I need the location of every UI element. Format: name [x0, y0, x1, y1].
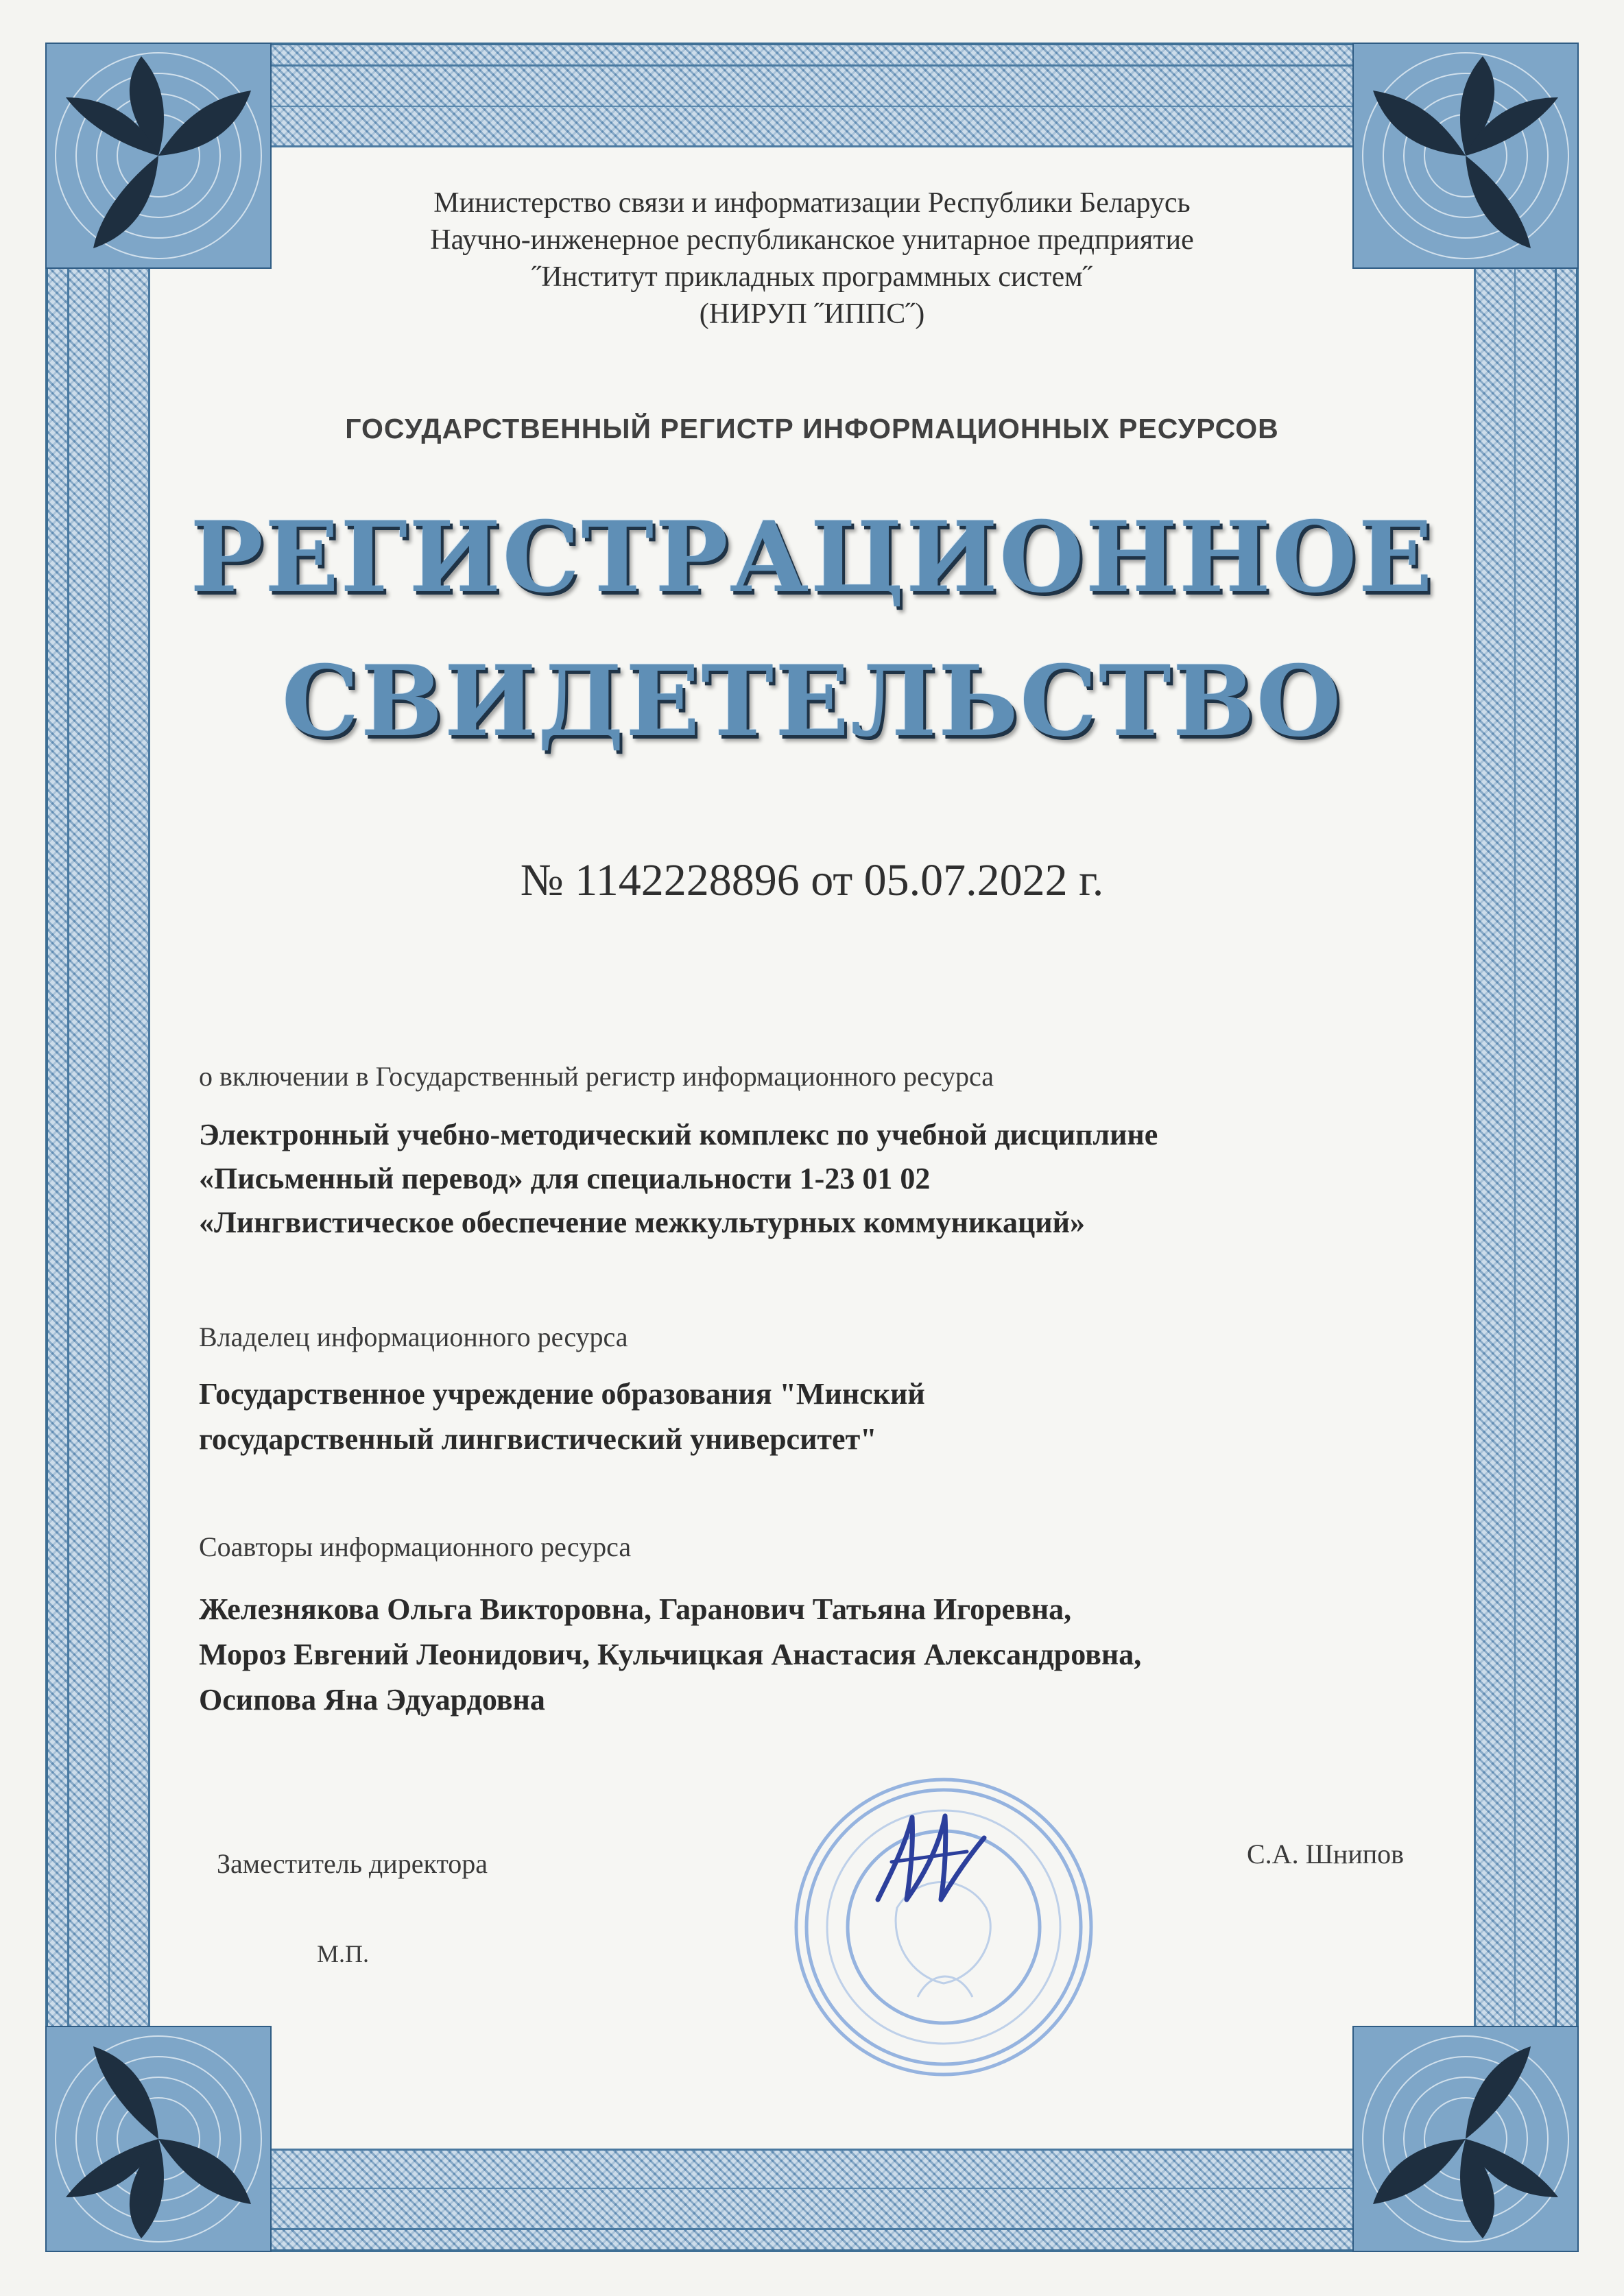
coauthors-line-3: Осипова Яна Эдуардовна [199, 1683, 545, 1717]
ministry-line-2: Научно-инженерное республиканское унитарное предприятие [430, 224, 1194, 256]
handwritten-signature [864, 1797, 1001, 1920]
stamp-place-label: М.П. [317, 1940, 370, 1968]
title-line-1: РЕГИСТРАЦИОННОЕ [190, 501, 1434, 614]
owner-line-2: государственный лингвистический университет" [199, 1422, 877, 1456]
resource-name-line-3: «Лингвистическое обеспечение межкультурных коммуникаций» [199, 1206, 1086, 1239]
owner-label: Владелец информационного ресурса [199, 1322, 628, 1352]
ministry-line-3: ˝Институт прикладных программных систем˝ [532, 261, 1092, 293]
owner-line-1: Государственное учреждение образования "Минский [199, 1377, 925, 1411]
resource-name-line-2: «Письменный перевод» для специальности 1-23 01 02 [199, 1162, 931, 1195]
register-heading: ГОСУДАРСТВЕННЫЙ РЕГИСТР ИНФОРМАЦИОННЫХ РЕСУРСОВ [345, 413, 1279, 444]
corner-ornament-bottom-right [1352, 2026, 1579, 2252]
signatory-name: С.А. Шнипов [1247, 1839, 1405, 1869]
resource-name-line-1: Электронный учебно-методический комплекс по учебной дисциплине [199, 1118, 1158, 1151]
coauthors-line-1: Железнякова Ольга Викторовна, Гаранович Татьяна Игоревна, [199, 1592, 1072, 1626]
corner-ornament-bottom-left [45, 2026, 272, 2252]
inclusion-label: о включении в Государственный регистр информационного ресурса [199, 1061, 994, 1092]
ministry-line-4: (НИРУП ˝ИППС˝) [699, 298, 925, 330]
title-line-2: СВИДЕТЕЛЬСТВО [281, 645, 1343, 758]
coauthors-label: Соавторы информационного ресурса [199, 1531, 632, 1562]
signatory-position: Заместитель директора [217, 1848, 488, 1879]
certificate-number: № 1142228896 от 05.07.2022 г. [520, 855, 1104, 905]
coauthors-line-2: Мороз Евгений Леонидович, Кульчицкая Анастасия Александровна, [199, 1638, 1142, 1671]
ministry-line-1: Министерство связи и информатизации Республики Беларусь [433, 187, 1191, 219]
